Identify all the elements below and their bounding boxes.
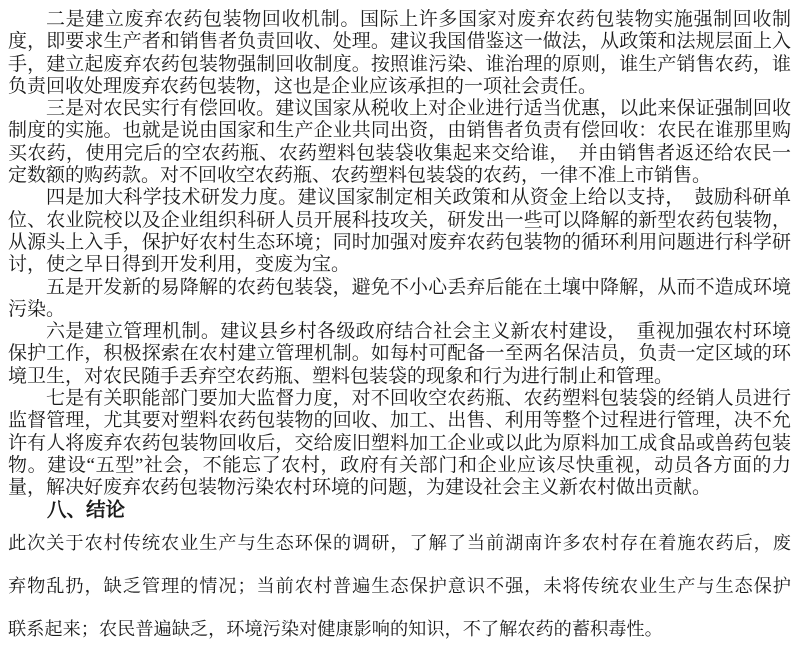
paragraph-supervision (8, 388, 791, 499)
heading-text-line: 八、结论 (47, 499, 126, 521)
paragraph-research-investment (8, 187, 791, 276)
text-line: 位、农业院校以及企业组织科研人员开展科技攻关，研发出一些可以降解的新型农药包装物， (8, 209, 791, 231)
text-line: 度，即要求生产者和销售者负责回收、处理。建议我国借鉴这一做法，从政策和法规层面上入 (8, 31, 791, 53)
text-line: 污染。 (8, 298, 66, 320)
text-line: 许有人将废弃农药包装物回收后，交给废旧塑料加工企业或以此为原料加工成食品或兽药包装 (8, 432, 791, 454)
text-line: 三是对农民实行有偿回收。建议国家从税收上对企业进行适当优惠，以此来保证强制回收 (46, 98, 791, 120)
text-line: 买农药，使用完后的空农药瓶、农药塑料包装袋收集起来交给谁， 并由销售者返还给农民一 (8, 142, 791, 164)
paragraph-recycling-mechanism (8, 9, 791, 98)
text-line: 此次关于农村传统农业生产与生态环保的调研，了解了当前湖南许多农村存在着施农药后，废 (8, 532, 791, 553)
paragraph-degradable-bags (8, 277, 791, 322)
text-line: 保护工作，积极探索在农村建立管理机制。如每村可配备一至两名保洁员，负责一定区域的环 (8, 343, 791, 365)
text-line: 负责回收处理废弃农药包装物，这也是企业应该承担的一项社会责任。 (8, 75, 598, 97)
paragraph-management-mechanism (8, 321, 791, 388)
text-line: 联系起来；农民普遍缺乏，环境污染对健康影响的知识，不了解农药的蓄积毒性。 (8, 618, 663, 639)
text-line: 手，建立起废弃农药包装物强制回收制度。按照谁污染、谁治理的原则，谁生产销售农药，谁 (8, 53, 791, 75)
text-line: 定数额的购药款。对不回收空农药瓶、农药塑料包装袋的农药，一律不准上市销售。 (8, 165, 712, 187)
text-line: 从源头上入手，保护好农村生态环境；同时加强对废弃农药包装物的循环利用问题进行科学研 (8, 231, 791, 253)
section-heading-conclusion (8, 500, 791, 522)
paragraph-conclusion (8, 522, 791, 651)
text-line: 制度的实施。也就是说由国家和生产企业共同出资，由销售者负责有偿回收：农民在谁那里购 (8, 120, 791, 142)
text-line: 七是有关职能部门要加大监督力度，对不回收空农药瓶、农药塑料包装袋的经销人员进行 (46, 388, 791, 410)
paragraph-paid-recycling (8, 98, 791, 187)
text-line: 量，解决好废弃农药包装物污染农村环境的问题，为建设社会主义新农村做出贡献。 (8, 477, 712, 499)
text-line: 弃物乱扔，缺乏管理的情况；当前农村普遍生态保护意识不强，未将传统农业生产与生态保护 (8, 575, 791, 596)
text-line: 讨，使之早日得到开发利用，变废为宝。 (8, 254, 351, 276)
text-line: 二是建立废弃农药包装物回收机制。国际上许多国家对废弃农药包装物实施强制回收制 (46, 9, 791, 30)
text-line: 四是加大科学技术研发力度。建议国家制定相关政策和从资金上给以支持， 鼓励科研单 (46, 187, 791, 209)
text-line: 六是建立管理机制。建议县乡村各级政府结合社会主义新农村建设， 重视加强农村环境 (46, 321, 791, 343)
text-line: 监督管理，尤其要对塑料农药包装物的回收、加工、出售、利用等整个过程进行管理，决不允 (8, 410, 791, 432)
text-line: 五是开发新的易降解的农药包装袋，避免不小心丢弃后能在土壤中降解，从而不造成环境 (46, 276, 791, 298)
text-line: 物。建设“五型”社会，不能忘了农村，政府有关部门和企业应该尽快重视，动员各方面的力 (8, 454, 791, 476)
text-line: 境卫生，对农民随手丢弃空农药瓶、塑料包装袋的现象和行为进行制止和管理。 (8, 365, 674, 387)
